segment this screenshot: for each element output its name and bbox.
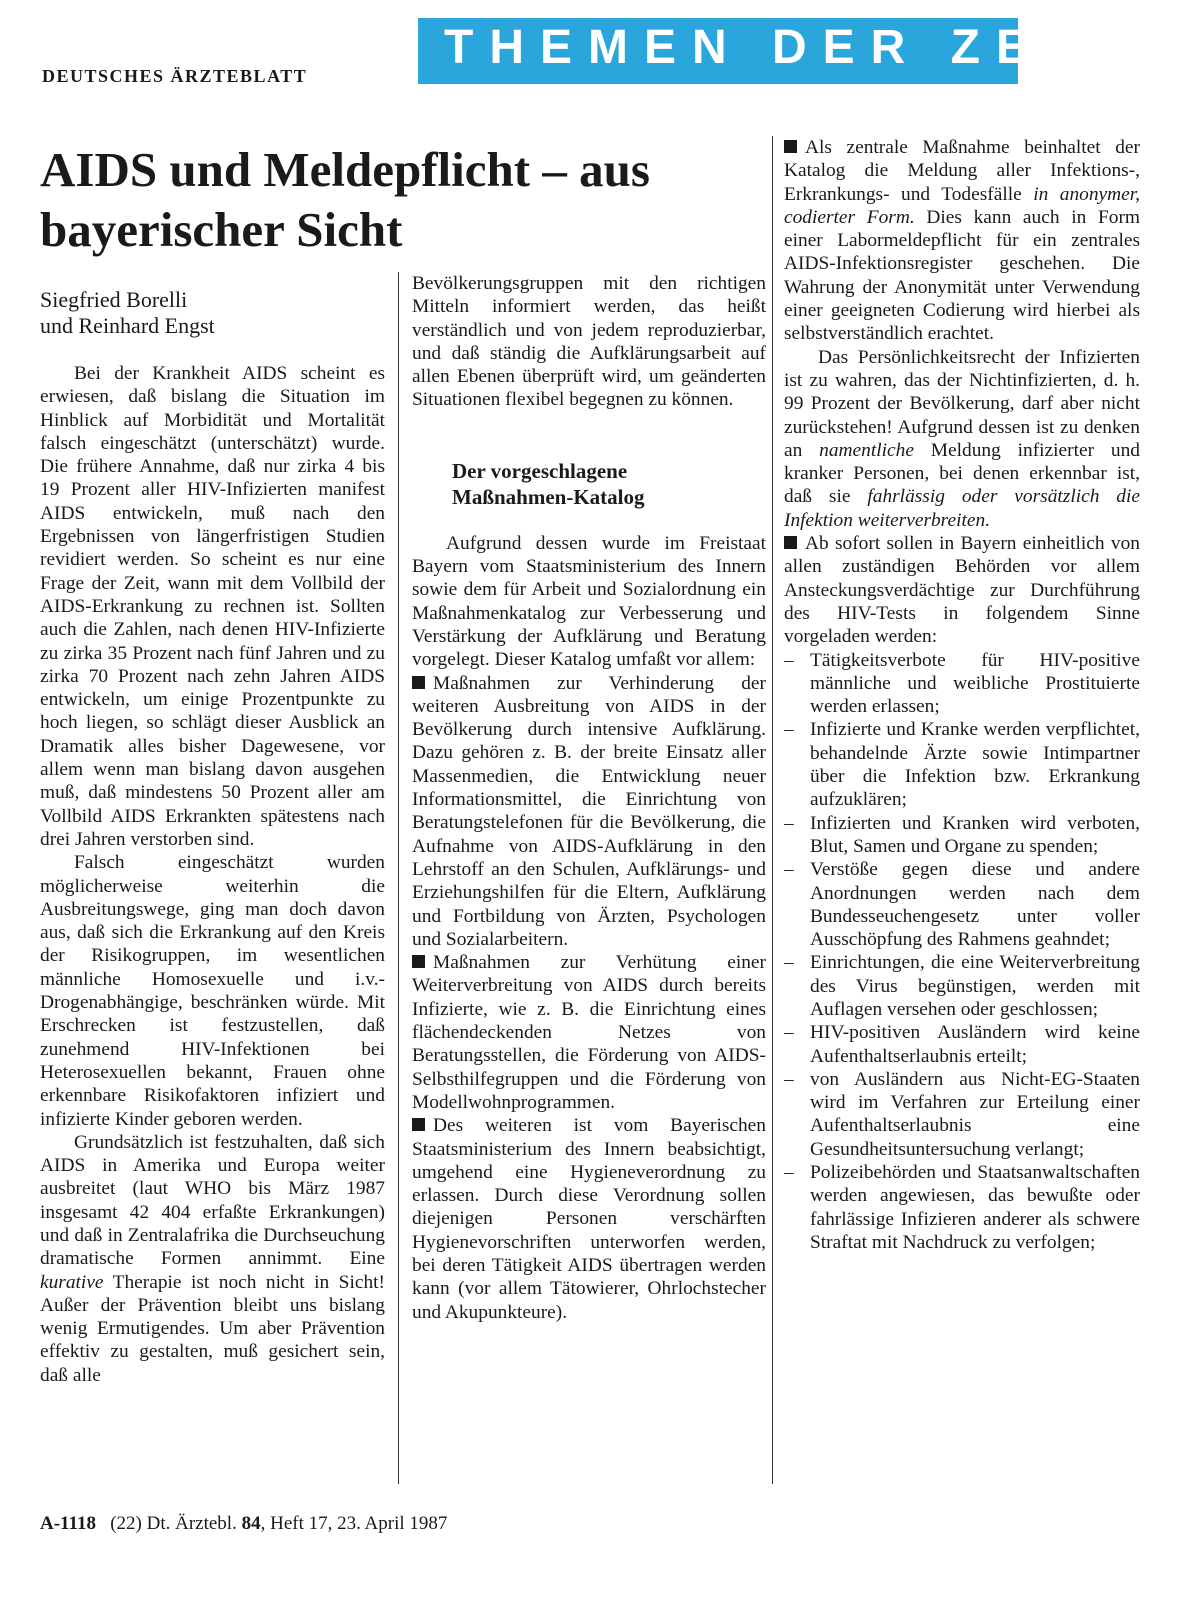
- authors: [40, 287, 215, 339]
- square-bullet-icon: [784, 536, 797, 549]
- column-3: [784, 136, 1140, 1254]
- square-bullet-icon: [412, 1118, 425, 1131]
- paragraph: Bei der Krankheit AIDS scheint es erwiesen, daß bislang die Situation im Hinblick auf Morbidität und Mortalität falsch eingeschätzt (unterschätzt) wurde. Die frühere Annahme, daß nur zirka 4 bis 19 Prozent aller HIV-Infizierten manifest AIDS entwickeln, muß nach den Ergebnissen von längerfristigen Studien revidiert werden. So scheint es nur eine Frage der Zeit, wann mit dem Vollbild der AIDS-Erkrankung zu rechnen ist. Sollten auch die Zahlen, nach denen HIV-Infizierte zu zirka 35 Prozent nach fünf Jahren und zu zirka 70 Prozent nach zehn Jahren AIDS entwickeln, um einige Prozentpunkte zu hoch liegen, so schlägt dieser Ausblick an Dramatik alles bisher Dagewesene, vor allem wenn man bislang davon ausgehen muß, daß mindestens 50 Prozent aller am Vollbild AIDS Erkrankten spätestens nach drei Jahren verstorben sind.: [40, 363, 385, 850]
- column-2: [412, 272, 766, 1324]
- measures-list: [784, 649, 1140, 1255]
- bullet-paragraph: Des weiteren ist vom Bayerischen Staatsministerium des Innern beabsichtigt, umgehend eine Hygieneverordnung zu erlassen. Durch diese Verordnung sollen diejenigen Personen verschärften Hygienevorschriften unterworfen werden, bei deren Tätigkeit AIDS übertragen werden kann (vor allem Tätowierer, Ohrlochstecher und Akupunkteure).: [412, 1115, 766, 1323]
- list-item: – Einrichtungen, die eine Weiterverbreitung des Virus begünstigen, werden mit Auflagen versehen oder geschlossen;: [784, 951, 1140, 1021]
- paragraph: Grundsätzlich ist festzuhalten, daß sich AIDS in Amerika und Europa weiter ausbreitet (laut WHO bis März 1987 insgesamt 42 404 erfaßte Erkrankungen) und daß in Zentralafrika die Durchseuchung dramatische Formen annimmt. Eine kurative Therapie ist noch nicht in Sicht! Außer der Prävention bleibt uns bislang wenig Ermutigendes. Um aber Prävention effektiv zu gestalten, muß gesichert sein, daß alle: [40, 1131, 385, 1386]
- square-bullet-icon: [784, 140, 797, 153]
- paragraph: Falsch eingeschätzt wurden möglicherweise weiterhin die Ausbreitungswege, ging man doch davon aus, daß sich die Erkrankung auf den Kreis der Risikogruppen, im wesentlichen männliche Homosexuelle und i.v.-Drogenabhängige, beschränken würde. Mit Erschrecken ist festzustellen, daß zunehmend HIV-Infektionen bei Heterosexuellen bekannt, Frauen ohne erkennbare Risikofaktoren infiziert und infizierte Kinder geboren werden.: [40, 852, 385, 1130]
- column-rule-2: [772, 136, 773, 1484]
- list-item: – Infizierten und Kranken wird verboten, Blut, Samen und Organe zu spenden;: [784, 812, 1140, 859]
- list-item: – Tätigkeitsverbote für HIV-positive männliche und weibliche Prostituierte werden erlassen;: [784, 649, 1140, 719]
- page-number: A-1118: [40, 1513, 96, 1534]
- author-line-1: Siegfried Borelli: [40, 287, 188, 312]
- paragraph: Bevölkerungsgruppen mit den richtigen Mitteln informiert werden, das heißt verständlich und von jedem reproduzierbar, und daß ständig die Aufklärungsarbeit auf allen Ebenen überprüft wird, um geänderten Situationen flexibel begegnen zu können.: [412, 273, 766, 411]
- subheading: Der vorgeschlagene Maßnahmen-Katalog: [452, 458, 645, 509]
- column-rule-1: [398, 272, 399, 1484]
- bullet-paragraph: Maßnahmen zur Verhinderung der weiteren Ausbreitung von AIDS in der Bevölkerung durch intensive Aufklärung. Dazu gehören z. B. der breite Einsatz aller Massenmedien, die Entwicklung neuer Informationsmittel, die Einrichtung von Beratungstelefonen für die Bevölkerung, die Aufnahme von AIDS-Aufklärung in den Lehrstoff an den Schulen, Aufklärungs- und Erziehungshilfen für die Eltern, Aufklärung und Fortbildung von Ärzten, Psychologen und Sozialarbeitern.: [412, 672, 766, 950]
- bullet-paragraph: Maßnahmen zur Verhütung einer Weiterverbreitung von AIDS durch bereits Infizierte, wie z. B. die Einrichtung eines flächendeckenden Netzes von Beratungsstellen, die Förderung von AIDS-Selbsthilfegruppen und die Förderung von Modellwohnprogrammen.: [412, 952, 766, 1113]
- paragraph: Aufgrund dessen wurde im Freistaat Bayern vom Staatsministerium des Innern sowie dem für Arbeit und Sozialordnung ein Maßnahmenkatalog zur Verbesserung und Verstärkung der Aufklärung und Beratung vorgelegt. Dieser Katalog umfaßt vor allem:: [412, 532, 766, 671]
- paragraph: Das Persönlichkeitsrecht der Infizierten ist zu wahren, das der Nichtinfizierten, d. h. 99 Prozent der Bevölkerung, darf aber nicht zurückstehen! Aufgrund dessen ist zu denken an namentliche Meldung infizierter und kranker Personen, bei denen erkennbar ist, daß sie fahrlässig oder vorsätzlich die Infektion weiterverbreiten.: [784, 346, 1140, 531]
- list-item: – HIV-positiven Ausländern wird keine Aufenthaltserlaubnis erteilt;: [784, 1021, 1140, 1068]
- citation: (22) Dt. Ärztebl. 84, Heft 17, 23. April 1987: [110, 1513, 448, 1534]
- list-item: – Polizeibehörden und Staatsanwaltschaften werden angewiesen, das bewußte oder fahrlässige Infizieren anderer als schwere Straftat mit Nachdruck zu verfolgen;: [784, 1161, 1140, 1254]
- list-item: – Infizierte und Kranke werden verpflichtet, behandelnde Ärzte sowie Intimpartner über die Infektion bzw. Erkrankung aufzuklären;: [784, 718, 1140, 811]
- bullet-paragraph: Ab sofort sollen in Bayern einheitlich von allen zuständigen Behörden vor allem Ansteckungsverdächtige zur Durchführung des HIV-Tests in folgendem Sinne vorgeladen werden:: [784, 533, 1140, 648]
- page-footer: [40, 1513, 447, 1535]
- square-bullet-icon: [412, 955, 425, 968]
- bullet-paragraph: Als zentrale Maßnahme beinhaltet der Katalog die Meldung aller Infektions-, Erkrankungs- und Todesfälle in anonymer, codierter Form. Dies kann auch in Form einer Labormeldepflicht für ein zentrales AIDS-Infektionsregister geschehen. Die Wahrung der Anonymität unter Verwendung einer geeigneten Codierung wird hierbei als selbstverständlich erachtet.: [784, 137, 1140, 345]
- square-bullet-icon: [412, 676, 425, 689]
- list-item: – Verstöße gegen diese und andere Anordnungen werden nach dem Bundesseuchengesetz unter voller Ausschöpfung des Rahmens geahndet;: [784, 858, 1140, 951]
- masthead: DEUTSCHES ÄRZTEBLATT: [42, 66, 308, 86]
- list-item: – von Ausländern aus Nicht-EG-Staaten wird im Verfahren zur Erteilung einer Aufenthaltserlaubnis eine Gesundheitsuntersuchung verlangt;: [784, 1068, 1140, 1161]
- article-title: AIDS und Meldepflicht – aus bayerischer Sicht: [40, 142, 650, 257]
- column-1: [40, 362, 385, 1387]
- section-banner: THEMEN DER ZEIT: [418, 18, 1018, 84]
- author-line-2: und Reinhard Engst: [40, 313, 215, 338]
